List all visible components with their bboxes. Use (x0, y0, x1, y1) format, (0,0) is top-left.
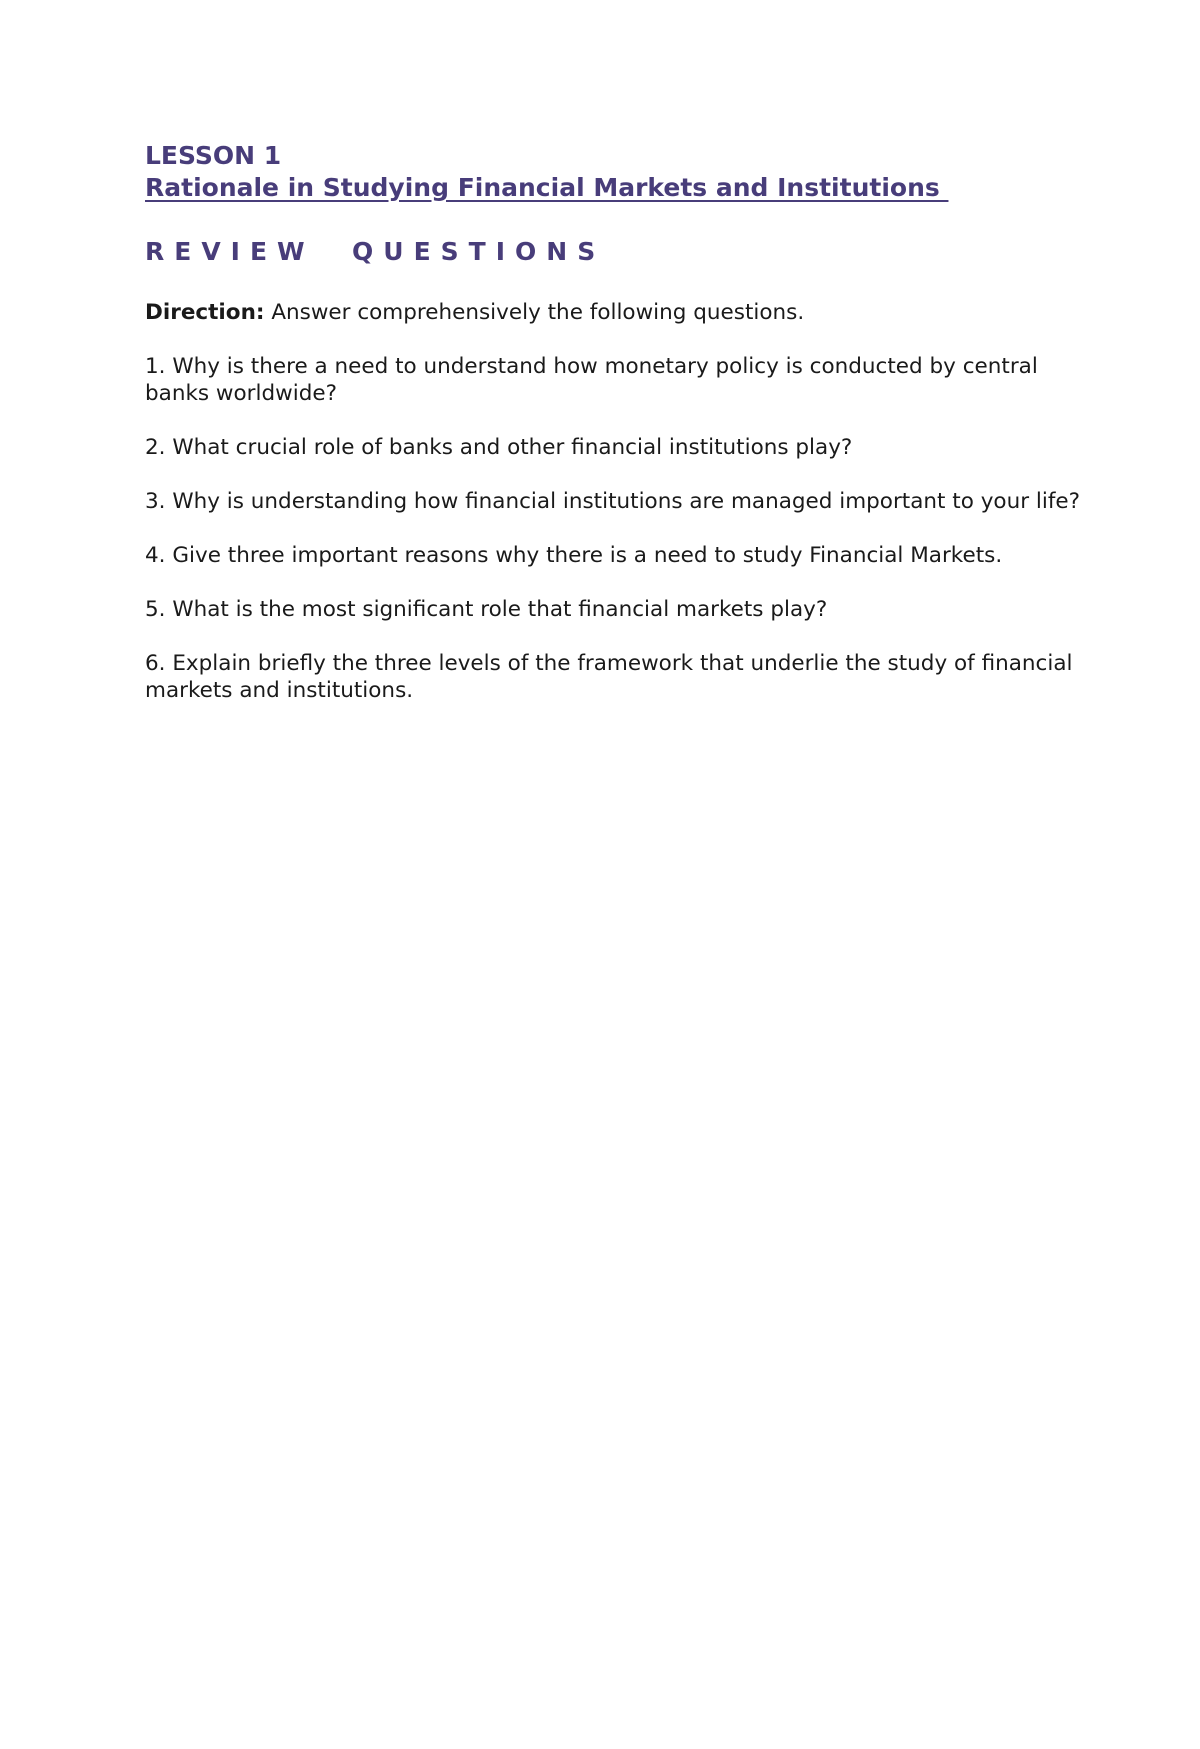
review-questions-heading: REVIEW QUESTIONS (145, 237, 606, 266)
direction-text: Answer comprehensively the following questions. (271, 300, 805, 325)
question-item: 3. Why is understanding how financial institutions are managed important to your life? (145, 489, 1081, 514)
lesson-number: LESSON 1 (145, 141, 282, 170)
question-item: 2. What crucial role of banks and other financial institutions play? (145, 435, 853, 460)
question-item: 5. What is the most significant role that financial markets play? (145, 597, 828, 622)
direction-paragraph (145, 299, 1104, 326)
question-item: 6. Explain briefly the three levels of the framework that underlie the study of financial markets and institutions. (145, 651, 1073, 703)
question-item: 4. Give three important reasons why there is a need to study Financial Markets. (145, 543, 1003, 568)
direction-label: Direction: (145, 300, 265, 325)
question-item: 1. Why is there a need to understand how monetary policy is conducted by central banks worldwide? (145, 354, 1038, 406)
lesson-title: Rationale in Studying Financial Markets and Institutions (145, 173, 949, 202)
questions-list (145, 353, 1104, 704)
